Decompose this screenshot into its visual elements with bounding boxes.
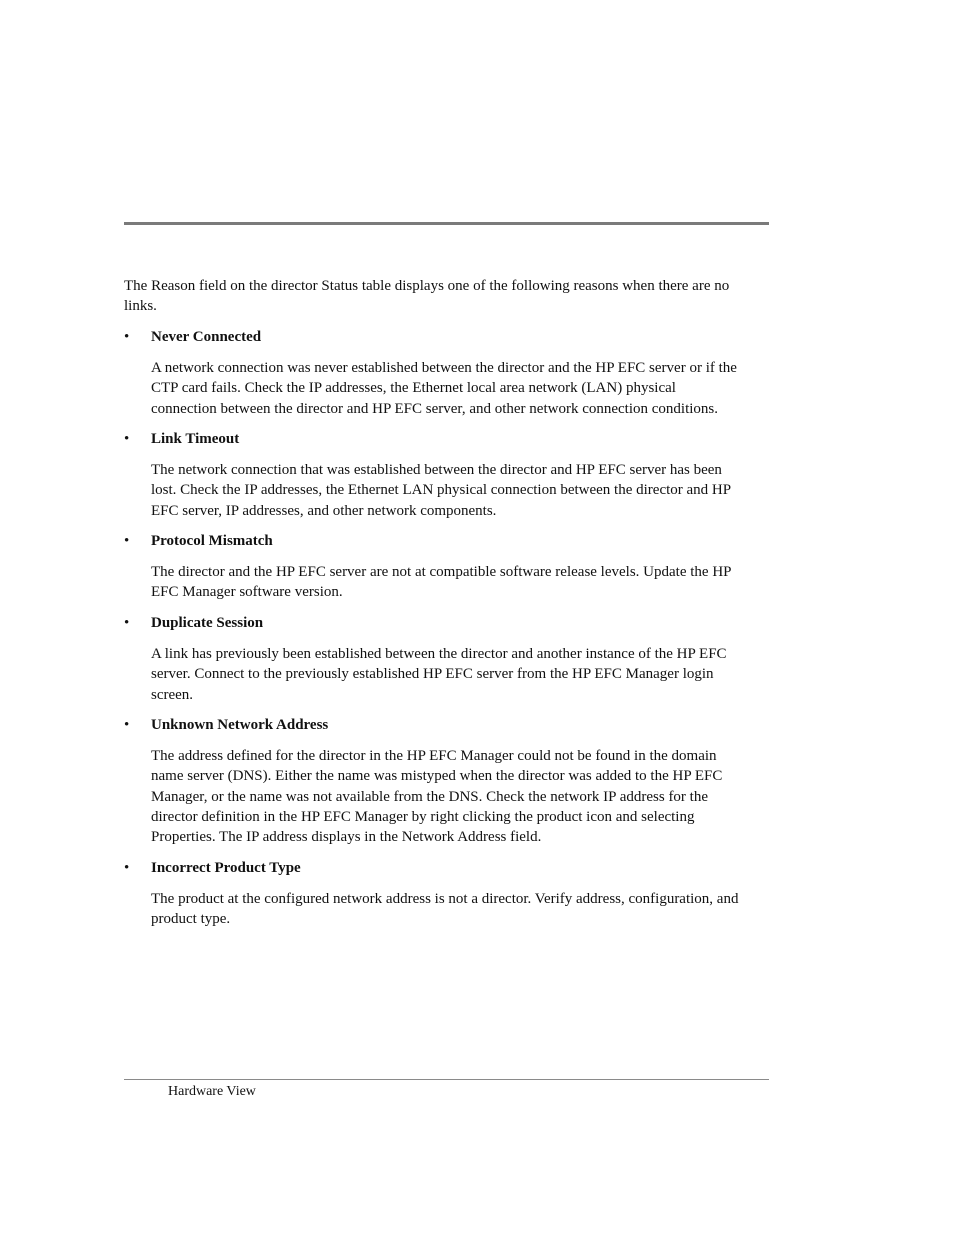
bullet-icon: • bbox=[124, 716, 130, 733]
reason-item-duplicate-session bbox=[124, 613, 744, 705]
reason-title: Protocol Mismatch bbox=[151, 533, 273, 550]
bullet-icon: • bbox=[124, 859, 130, 876]
reason-title: Incorrect Product Type bbox=[151, 859, 301, 876]
reason-title: Duplicate Session bbox=[151, 614, 264, 631]
reason-title: Unknown Network Address bbox=[151, 716, 329, 733]
reason-item-protocol-mismatch bbox=[124, 531, 744, 603]
bullet-icon: • bbox=[124, 328, 130, 345]
page-content bbox=[124, 276, 744, 940]
reason-item-never-connected bbox=[124, 327, 744, 419]
intro-paragraph: The Reason field on the director Status table displays one of the following reasons when there are no links. bbox=[124, 278, 730, 315]
bullet-icon: • bbox=[124, 533, 130, 550]
footer-section-label: Hardware View bbox=[168, 1084, 256, 1099]
bullet-icon: • bbox=[124, 614, 130, 631]
reason-description: A link has previously been established between the director and another instance of the HP EFC server. Connect to the previously established HP EFC server from the HP EFC Manager login screen. bbox=[151, 645, 727, 703]
reason-description: The director and the HP EFC server are not at compatible software release levels. Update the HP EFC Manager software version. bbox=[151, 563, 731, 601]
reason-list bbox=[124, 327, 744, 930]
reason-title: Link Timeout bbox=[151, 430, 240, 447]
header-rule bbox=[124, 222, 769, 225]
bullet-icon: • bbox=[124, 430, 130, 447]
reason-description: The address defined for the director in the HP EFC Manager could not be found in the domain name server (DNS). Either the name was mistyped when the director was added to the HP EFC Manager, or the name was not available from the DNS. Check the network IP address for the director definition in the HP EFC Manager by right clicking the product icon and selecting Properties. The IP address displays in the Network Address field. bbox=[151, 747, 723, 846]
reason-description: A network connection was never established between the director and the HP EFC server or if the CTP card fails. Check the IP addresses, the Ethernet local area network (LAN) physical connection between the director and HP EFC server, and other network connection conditions. bbox=[151, 359, 737, 417]
reason-description: The product at the configured network address is not a director. Verify address, configuration, and product type. bbox=[151, 890, 739, 928]
reason-item-link-timeout bbox=[124, 429, 744, 521]
reason-description: The network connection that was established between the director and HP EFC server has been lost. Check the IP addresses, the Ethernet LAN physical connection between the director and HP EFC server, IP addresses, and other network components. bbox=[151, 461, 731, 519]
footer-rule bbox=[124, 1079, 769, 1080]
reason-item-incorrect-product-type bbox=[124, 858, 744, 930]
reason-item-unknown-network-address bbox=[124, 715, 744, 848]
reason-title: Never Connected bbox=[151, 328, 262, 345]
